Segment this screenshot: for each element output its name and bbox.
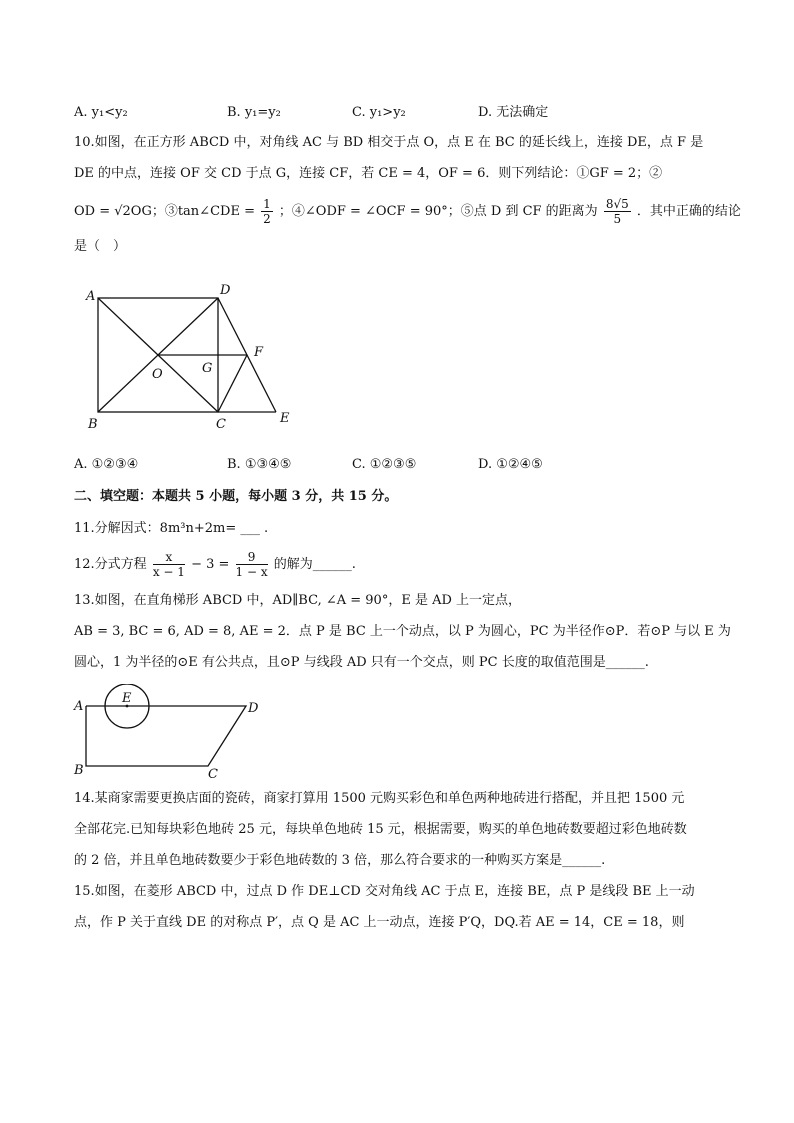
q12-post: 的解为______.: [273, 557, 356, 572]
trapezoid-abcd: [86, 706, 246, 766]
q13-line3: 圆心，1 为半径的⊙E 有公共点，且⊙P 与线段 AD 只有一个交点，则 PC 长度的取值范围是______.: [74, 655, 649, 670]
q10-line3-part-a: OD = √2OG；③tan∠CDE =: [74, 204, 255, 219]
label-d: D: [220, 283, 231, 298]
label-f: F: [254, 345, 264, 360]
q9-option-d: D. 无法确定: [478, 105, 549, 120]
q10-line3-part-c: ．其中正确的结论: [636, 204, 741, 219]
label-a: A: [86, 289, 96, 304]
q13-line1: 13.如图，在直角梯形 ABCD 中，AD∥BC, ∠A = 90°，E 是 AD 上一定点，: [74, 593, 522, 608]
label-e: E: [122, 691, 132, 706]
q14-line1: 14.某商家需要更换店面的瓷砖，商家打算用 1500 元购买彩色和单色两种地砖进行搭配，并且把 1500 元: [74, 791, 685, 806]
q12-frac-1: $\frac{x}{x - 1}$: [152, 550, 185, 579]
label-e: E: [280, 411, 290, 426]
label-o: O: [152, 367, 163, 382]
label-c: C: [208, 767, 218, 780]
label-b: B: [88, 417, 98, 432]
q12-pre: 12.分式方程: [74, 557, 147, 572]
label-d: D: [248, 701, 259, 716]
q15-line1: 15.如图，在菱形 ABCD 中，过点 D 作 DE⊥CD 交对角线 AC 于点 E，连接 BE，点 P 是线段 BE 上一动: [74, 884, 695, 899]
q10-line1: 10.如图，在正方形 ABCD 中，对角线 AC 与 BD 相交于点 O，点 E 在 BC 的延长线上，连接 DE，点 F 是: [74, 135, 704, 150]
q12-frac-2: $\frac{9}{1 - x}$: [235, 550, 268, 579]
q10-option-d: D. ①②④⑤: [478, 457, 543, 472]
q10-frac-distance: $\frac{8√5}{5}$: [605, 197, 629, 226]
q9-option-a: A. y₁<y₂: [74, 105, 128, 120]
q14-line2: 全部花完.已知每块彩色地砖 25 元，每块单色地砖 15 元，根据需要，购买的单色地砖数要超过彩色地砖数: [74, 822, 687, 837]
label-g: G: [202, 361, 213, 376]
q9-option-c: C. y₁>y₂: [352, 105, 406, 120]
segment-cf: [218, 355, 247, 412]
label-c: C: [216, 417, 226, 432]
q10-line4: 是（ ）: [74, 239, 127, 254]
q10-line2: DE 的中点，连接 OF 交 CD 于点 G，连接 CF，若 CE = 4，OF = 6．则下列结论：①GF = 2；②: [74, 166, 663, 181]
q11: 11.分解因式：8m³n+2m= ___ .: [74, 521, 269, 536]
q9-option-b: B. y₁=y₂: [227, 105, 281, 120]
label-a: A: [74, 699, 84, 714]
q10-option-c: C. ①②③⑤: [352, 457, 417, 472]
q13-line2: AB = 3, BC = 6, AD = 8, AE = 2．点 P 是 BC 上一个动点，以 P 为圆心，PC 为半径作⊙P．若⊙P 与以 E 为: [74, 624, 731, 639]
q10-frac-tan: $\frac{1}{2}$: [263, 197, 271, 226]
q14-line3: 的 2 倍，并且单色地砖数要少于彩色地砖数的 3 倍，那么符合要求的一种购买方案是______.: [74, 853, 606, 868]
q10-option-b: B. ①③④⑤: [227, 457, 292, 472]
q12-mid: − 3 =: [191, 557, 230, 572]
q12: [74, 550, 356, 579]
label-b: B: [74, 763, 84, 778]
q10-figure: [80, 280, 300, 435]
q15-line2: 点，作 P 关于直线 DE 的对称点 P′，点 Q 是 AC 上一动点，连接 P′Q，DQ.若 AE = 14，CE = 18，则: [74, 915, 685, 930]
q10-line3: [74, 197, 741, 226]
section2-heading: 二、填空题：本题共 5 小题，每小题 3 分，共 15 分。: [74, 489, 398, 504]
q13-figure: [70, 684, 270, 780]
q10-line3-part-b: ；④∠ODF = ∠OCF = 90°；⑤点 D 到 CF 的距离为: [278, 204, 598, 219]
q10-option-a: A. ①②③④: [74, 457, 139, 472]
